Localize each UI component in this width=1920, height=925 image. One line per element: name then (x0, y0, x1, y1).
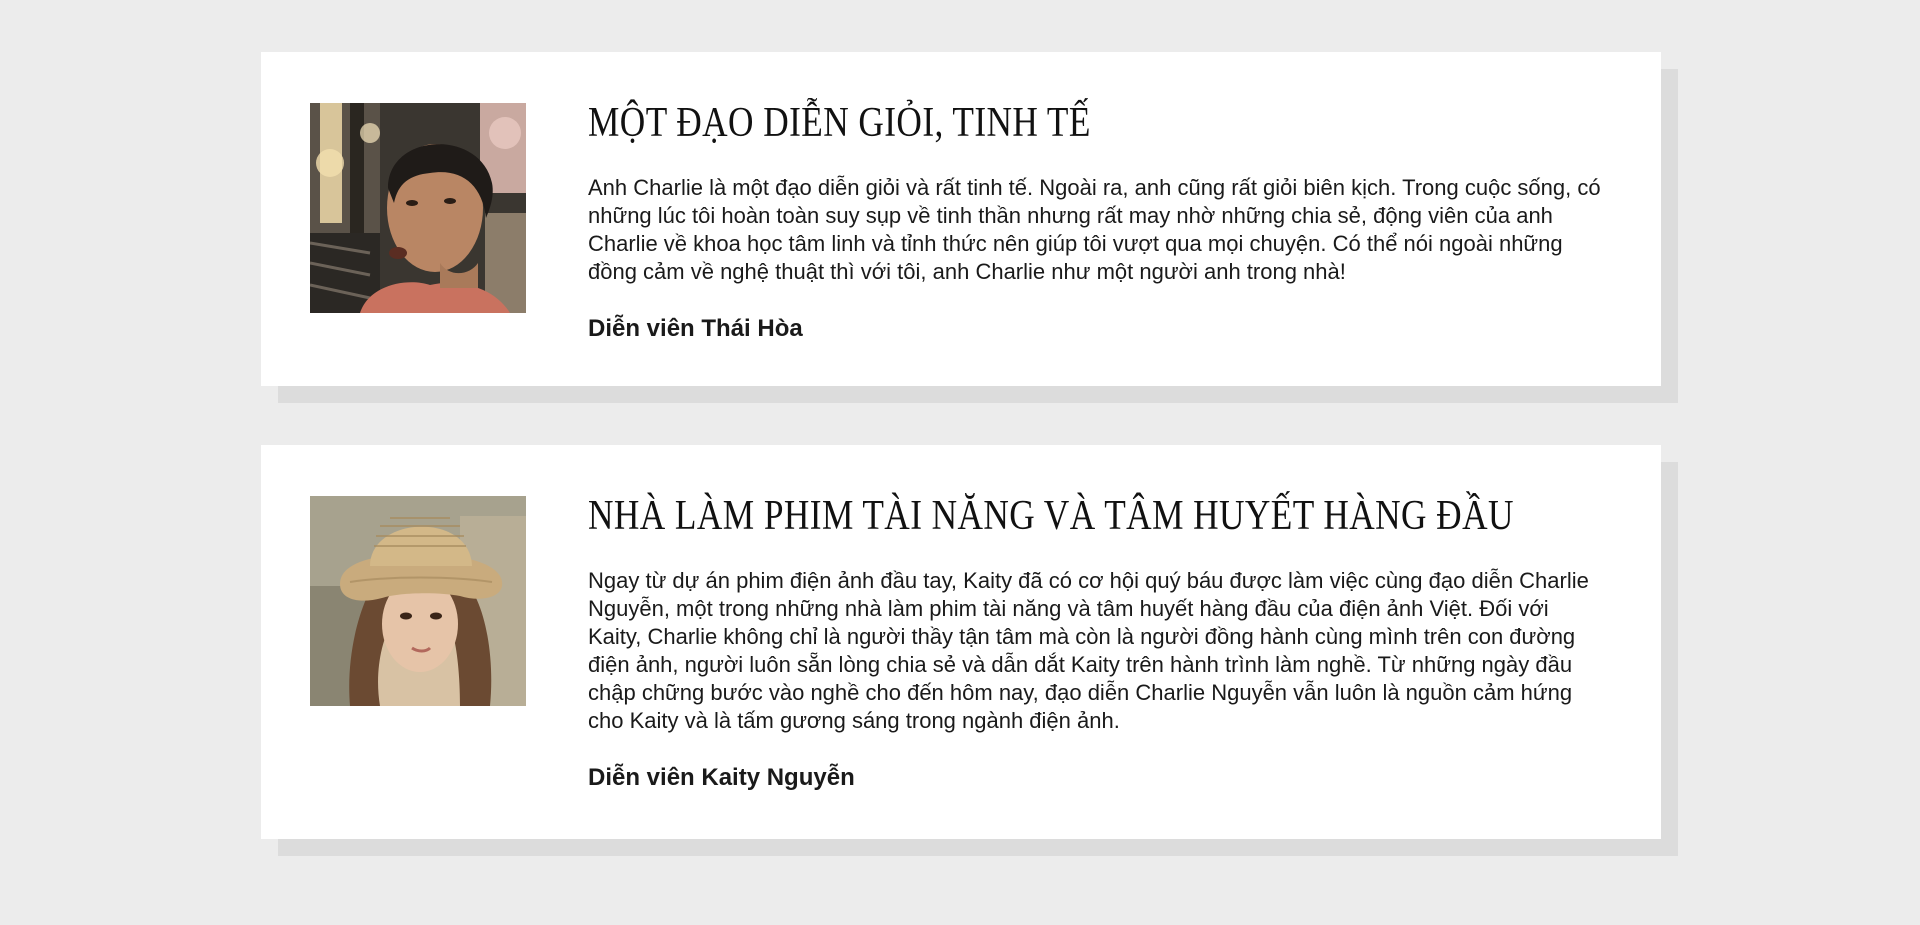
portrait-photo (310, 496, 526, 706)
testimonial-card (261, 52, 1661, 386)
testimonial-quote: Ngay từ dự án phim điện ảnh đầu tay, Kaity đã có cơ hội quý báu được làm việc cùng đạo diễn Charlie Nguyễn, một trong những nhà làm phim tài năng và tâm huyết hàng đầu của điện ảnh Việt. Đối với Kaity, Charlie không chỉ là người thầy tận tâm mà còn là người đồng hành cùng mình trên con đường điện ảnh, người luôn sẵn lòng chia sẻ và dẫn dắt Kaity trên hành trình làm nghề. Từ những ngày đầu chập chững bước vào nghề cho đến hôm nay, đạo diễn Charlie Nguyễn vẫn luôn là nguồn cảm hứng cho Kaity và là tấm gương sáng trong ngành điện ảnh. (588, 568, 1589, 733)
testimonial-quote: Anh Charlie là một đạo diễn giỏi và rất tinh tế. Ngoài ra, anh cũng rất giỏi biên kịch. Trong cuộc sống, có những lúc tôi hoàn toàn suy sụp về tinh thần nhưng rất may nhờ những chia sẻ, động viên của anh Charlie về khoa học tâm linh và tỉnh thức nên giúp tôi vượt qua mọi chuyện. Có thể nói ngoài những đồng cảm về nghệ thuật thì với tôi, anh Charlie như một người anh trong nhà! (588, 175, 1601, 284)
portrait-kaity-nguyen-image (310, 496, 526, 706)
testimonial-card (261, 445, 1661, 839)
testimonial-author: Diễn viên Kaity Nguyễn (588, 764, 855, 791)
portrait-thai-hoa-image (310, 103, 526, 313)
testimonial-headline: MỘT ĐẠO DIỄN GIỎI, TINH TẾ (588, 100, 1091, 146)
portrait-photo (310, 103, 526, 313)
testimonial-headline: NHÀ LÀM PHIM TÀI NĂNG VÀ TÂM HUYẾT HÀNG ĐẦU (588, 493, 1514, 539)
testimonial-author: Diễn viên Thái Hòa (588, 315, 803, 342)
